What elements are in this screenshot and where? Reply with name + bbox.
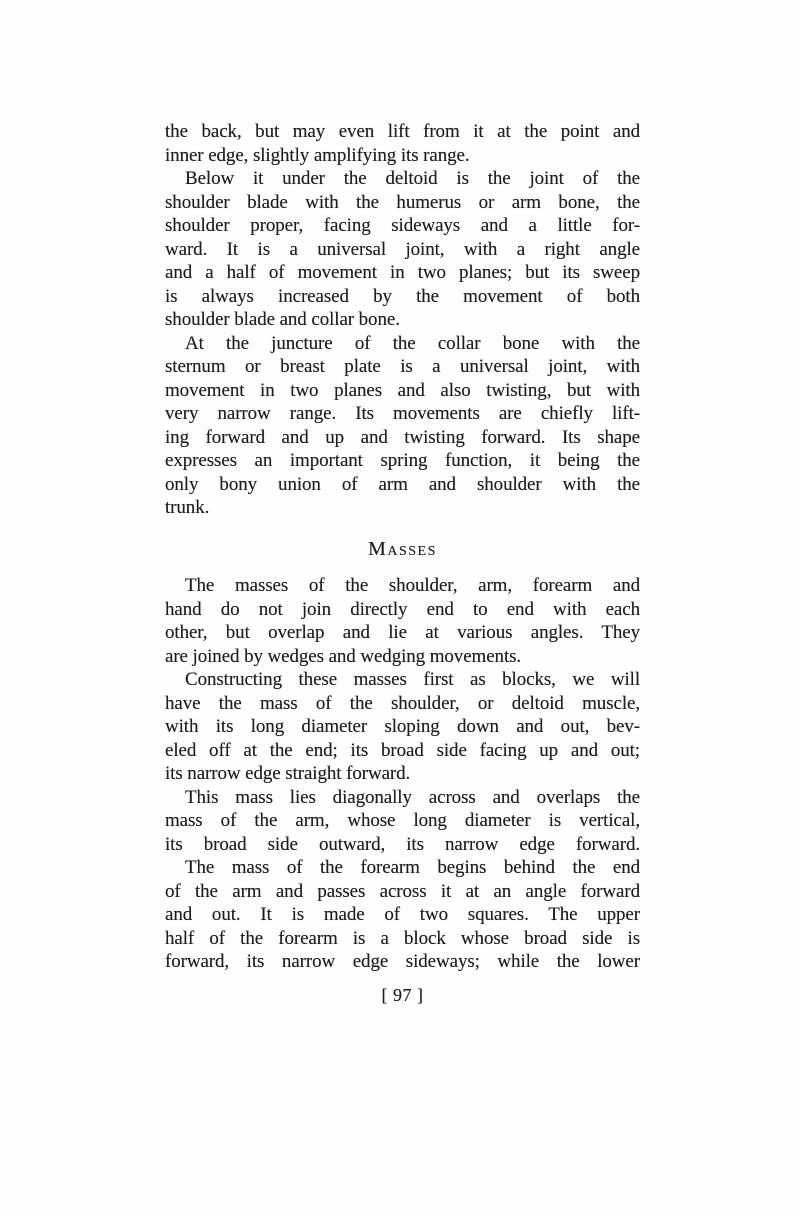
text-line: the back, but may even lift from it at the point and [165,121,640,142]
text-line: shoulder blade with the humerus or arm bone, the [165,191,640,213]
text-line: mass of the arm, whose long diameter is vertical, [165,810,640,831]
text-line: The masses of the shoulder, arm, forearm and [185,575,640,596]
text-line: its narrow edge straight forward. [165,763,411,784]
text-line: shoulder proper, facing sideways and a little for- [165,215,640,236]
text-line: Constructing these masses first as blocks, we will [185,669,640,690]
text-line: eled off at the end; its broad side facing up and out; [165,739,640,761]
text-line: only bony union of arm and shoulder with the [165,473,640,495]
text-block [165,120,640,1007]
text-line: trunk. [165,497,210,518]
text-line: and out. It is made of two squares. The upper [165,904,640,925]
text-line: half of the forearm is a block whose broad side is [165,927,640,949]
text-line: other, but overlap and lie at various angles. They [165,622,640,643]
text-line: inner edge, slightly amplifying its range. [165,144,470,166]
section-heading: Masses [368,537,437,560]
text-line: expresses an important spring function, it being the [165,450,640,471]
text-line: of the arm and passes across it at an angle forward [165,880,640,902]
text-line: Below it under the deltoid is the joint of the [185,168,640,189]
text-line: its broad side outward, its narrow edge forward. [165,833,640,855]
text-line: with its long diameter sloping down and out, bev- [165,716,640,737]
text-line: forward, its narrow edge sideways; while the lower [165,951,640,972]
text-line: ing forward and up and twisting forward. Its shape [165,426,640,448]
text-line: is always increased by the movement of both [165,285,640,307]
text-line: At the juncture of the collar bone with the [185,332,640,354]
text-line: very narrow range. Its movements are chiefly lift- [165,403,640,424]
text-line: are joined by wedges and wedging movements. [165,645,522,667]
text-line: The mass of the forearm begins behind the end [185,857,640,878]
text-line: and a half of movement in two planes; but its sweep [165,262,640,283]
text-line: sternum or breast plate is a universal joint, with [165,356,640,377]
page-number: [ 97 ] [381,984,424,1005]
text-line: have the mass of the shoulder, or deltoid muscle, [165,692,640,714]
text-line: shoulder blade and collar bone. [165,309,400,330]
text-line: This mass lies diagonally across and overlaps the [185,786,640,808]
text-line: ward. It is a universal joint, with a right angle [165,238,640,260]
text-line: hand do not join directly end to end with each [165,598,640,620]
text-line: movement in two planes and also twisting, but with [165,379,640,401]
